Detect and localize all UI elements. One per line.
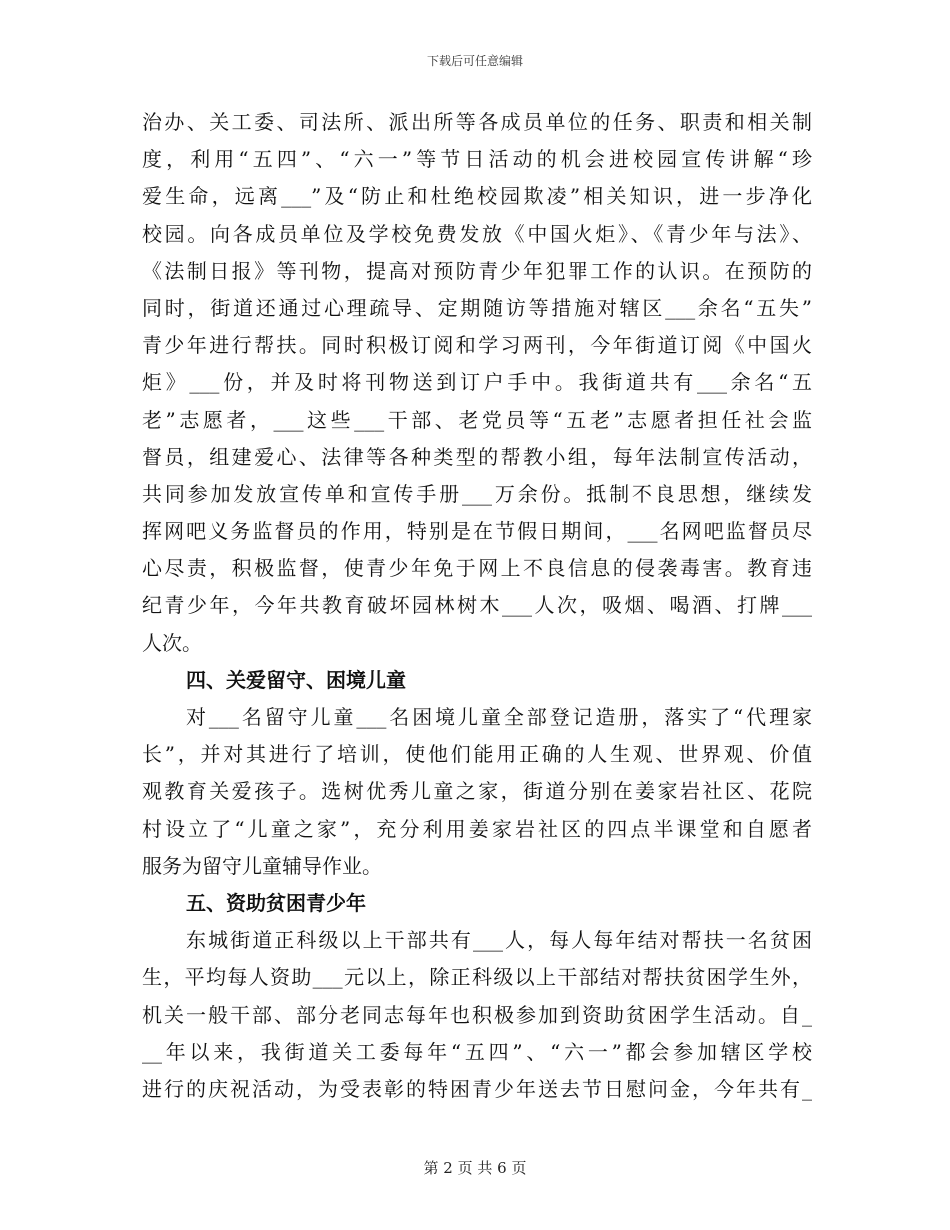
text-line: 炬》___份，并及时将刊物送到订户手中。我街道共有___余名“五 (142, 370, 812, 395)
text-line: 生，平均每人资助___元以上，除正科级以上干部结对帮扶贫困学生外， (142, 965, 812, 990)
text-line: 挥网吧义务监督员的作用，特别是在节假日期间，___名网吧监督员尽 (142, 519, 812, 544)
paragraph-poor-youth-aid (142, 922, 812, 1108)
text-line: 东城街道正科级以上干部共有___人，每人每年结对帮扶一名贫困 (186, 928, 812, 953)
text-line: 纪青少年，今年共教育破坏园林树木___人次，吸烟、喝酒、打牌___ (142, 593, 812, 618)
text-line: 共同参加发放宣传单和宣传手册___万余份。抵制不良思想，继续发 (142, 481, 812, 506)
page-header: 下载后可任意编辑 (426, 54, 523, 68)
page-number: 第 2 页 共 6 页 (423, 1159, 527, 1177)
text-line: 观教育关爱孩子。选树优秀儿童之家，街道分别在姜家岩社区、花院 (142, 779, 812, 804)
text-line: 同时，街道还通过心理疏导、定期随访等措施对辖区___余名“五失” (142, 295, 812, 320)
text-line: 青少年进行帮扶。同时积极订阅和学习两刊，今年街道订阅《中国火 (142, 333, 812, 358)
section-heading-poor-youth-aid: 五、资助贫困青少年 (186, 890, 366, 915)
text-line: 长”，并对其进行了培训，使他们能用正确的人生观、世界观、价值 (142, 742, 812, 767)
section-heading-left-behind-children: 四、关爱留守、困境儿童 (186, 667, 406, 692)
text-line: 治办、关工委、司法所、派出所等各成员单位的任务、职责和相关制 (142, 110, 812, 134)
paragraph-left-behind-children (142, 699, 812, 885)
text-line: 进行的庆祝活动，为受表彰的特困青少年送去节日慰问金，今年共有_ (142, 1076, 812, 1101)
text-line: 服务为留守儿童辅导作业。 (142, 853, 382, 878)
text-line: 度，利用“五四”、“六一”等节日活动的机会进校园宣传讲解“珍 (142, 147, 812, 172)
text-line: 爱生命，远离___”及“防止和杜绝校园欺凌”相关知识，进一步净化 (142, 184, 812, 209)
document-body (142, 104, 812, 1108)
text-line: 《法制日报》等刊物，提高对预防青少年犯罪工作的认识。在预防的 (142, 258, 812, 283)
text-line: 校园。向各成员单位及学校免费发放《中国火炬》、《青少年与法》、 (142, 221, 812, 246)
text-line: __年以来，我街道关工委每年“五四”、“六一”都会参加辖区学校 (142, 1039, 812, 1064)
text-line: 老”志愿者，___这些___干部、老党员等“五老”志愿者担任社会监 (142, 407, 812, 432)
paragraph-youth-crime-prevention (142, 104, 812, 662)
text-line: 人次。 (142, 630, 202, 655)
text-line: 心尽责，积极监督，使青少年免于网上不良信息的侵袭毒害。教育违 (142, 556, 812, 581)
text-line: 机关一般干部、部分老同志每年也积极参加到资助贫困学生活动。自_ (142, 1002, 812, 1027)
text-line: 督员，组建爱心、法律等各种类型的帮教小组，每年法制宣传活动， (142, 444, 812, 469)
text-line: 村设立了“儿童之家”，充分利用姜家岩社区的四点半课堂和自愿者 (142, 816, 812, 841)
text-line: 对___名留守儿童___名困境儿童全部登记造册，落实了“代理家 (186, 705, 812, 729)
